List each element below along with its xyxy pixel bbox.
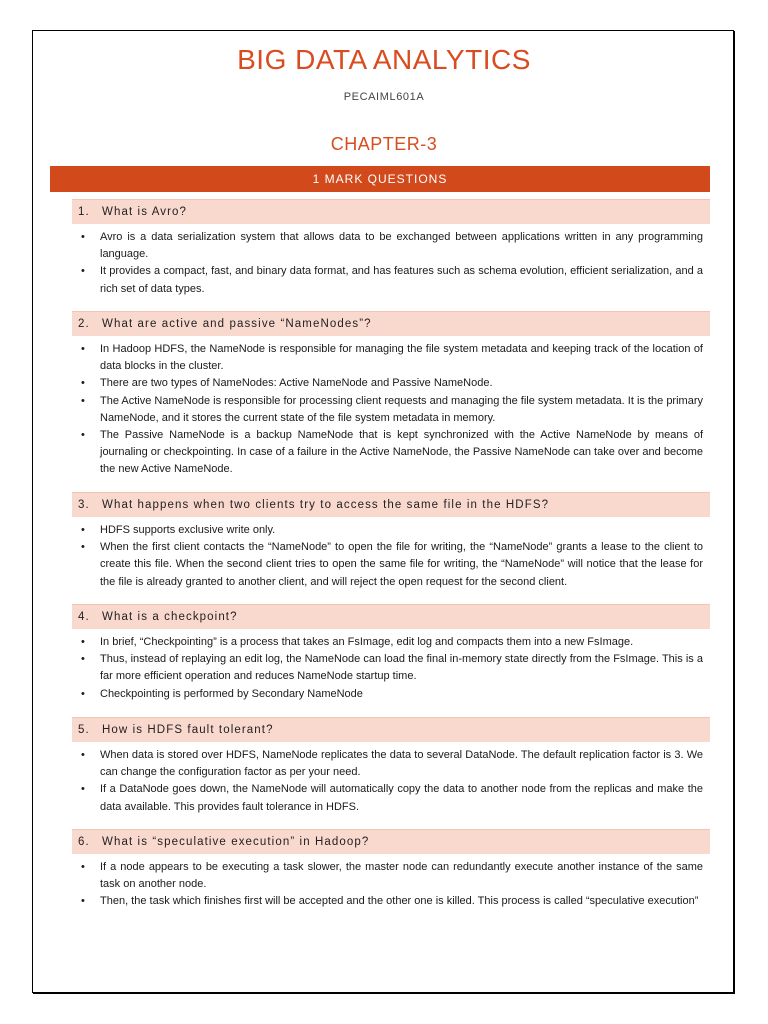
answer-list-5 bbox=[78, 747, 703, 816]
question-number: 1. bbox=[78, 206, 90, 218]
answer-list-6 bbox=[78, 859, 703, 911]
question-number: 5. bbox=[78, 724, 90, 736]
question-text: What is “speculative execution” in Hadoop? bbox=[102, 836, 370, 848]
answer-bullet: • When data is stored over HDFS, NameNode replicates the data to several DataNode. The default replication factor is 3. We can change the configuration factor as per your need. bbox=[78, 747, 703, 781]
question-text: How is HDFS fault tolerant? bbox=[102, 724, 274, 736]
question-heading-4 bbox=[72, 604, 710, 629]
question-text: What happens when two clients try to access the same file in the HDFS? bbox=[102, 499, 550, 511]
answer-bullet: • Avro is a data serialization system that allows data to be exchanged between applications written in any programming language. bbox=[78, 229, 703, 263]
answer-bullet: • It provides a compact, fast, and binary data format, and has features such as schema evolution, efficient serialization, and a rich set of data types. bbox=[78, 263, 703, 297]
answer-bullet: • When the first client contacts the “NameNode” to open the file for writing, the “NameNode” grants a lease to the client to create this file. When the second client tries to open the same file for writing, the “NameNode” will notice that the lease for the file is already granted to another client, and will reject the open request for the second client. bbox=[78, 539, 703, 591]
chapter-heading: CHAPTER-3 bbox=[330, 134, 438, 154]
answer-bullet: • If a DataNode goes down, the NameNode will automatically copy the data to another node from the replicas and make the data available. This provides fault tolerance in HDFS. bbox=[78, 781, 703, 815]
document-title: BIG DATA ANALYTICS bbox=[237, 44, 531, 75]
question-heading-3 bbox=[72, 492, 710, 517]
answer-list-1 bbox=[78, 229, 703, 298]
answer-bullet: • Thus, instead of replaying an edit log, the NameNode can load the final in-memory state directly from the FsImage. This is a far more efficient operation and reduces NameNode startup time. bbox=[78, 651, 703, 685]
question-number: 4. bbox=[78, 611, 90, 623]
answer-bullet: • There are two types of NameNodes: Active NameNode and Passive NameNode. bbox=[78, 375, 703, 392]
question-text: What is Avro? bbox=[102, 206, 188, 218]
answer-list-4 bbox=[78, 634, 703, 703]
answer-list-2 bbox=[78, 341, 703, 479]
answer-bullet: • HDFS supports exclusive write only. bbox=[78, 522, 703, 539]
question-heading-6 bbox=[72, 829, 710, 854]
question-number: 2. bbox=[78, 318, 90, 330]
question-heading-5 bbox=[72, 717, 710, 742]
answer-bullet: • The Active NameNode is responsible for processing client requests and managing the file system metadata. It is the primary NameNode, and it stores the current state of the file system metadata in memory. bbox=[78, 393, 703, 427]
answer-bullet: • The Passive NameNode is a backup NameNode that is kept synchronized with the Active NameNode by means of journaling or checkpointing. In case of a failure in the Active NameNode, the Passive NameNode can take over and become the new Active NameNode. bbox=[78, 427, 703, 479]
answer-bullet: • In brief, “Checkpointing” is a process that takes an FsImage, edit log and compacts them into a new FsImage. bbox=[78, 634, 703, 651]
question-heading-2 bbox=[72, 311, 710, 336]
course-code: PECAIML601A bbox=[343, 91, 425, 103]
answer-bullet: • Checkpointing is performed by Secondary NameNode bbox=[78, 686, 703, 703]
question-text: What are active and passive “NameNodes”? bbox=[102, 318, 372, 330]
section-banner: 1 MARK QUESTIONS bbox=[50, 166, 710, 192]
question-heading-1 bbox=[72, 199, 710, 224]
answer-bullet: • In Hadoop HDFS, the NameNode is responsible for managing the file system metadata and keeping track of the location of data blocks in the cluster. bbox=[78, 341, 703, 375]
question-text: What is a checkpoint? bbox=[102, 611, 238, 623]
answer-list-3 bbox=[78, 522, 703, 591]
question-number: 6. bbox=[78, 836, 90, 848]
answer-bullet: • If a node appears to be executing a task slower, the master node can redundantly execute another instance of the same task on another node. bbox=[78, 859, 703, 893]
question-number: 3. bbox=[78, 499, 90, 511]
answer-bullet: • Then, the task which finishes first will be accepted and the other one is killed. This process is called “speculative execution” bbox=[78, 893, 703, 910]
